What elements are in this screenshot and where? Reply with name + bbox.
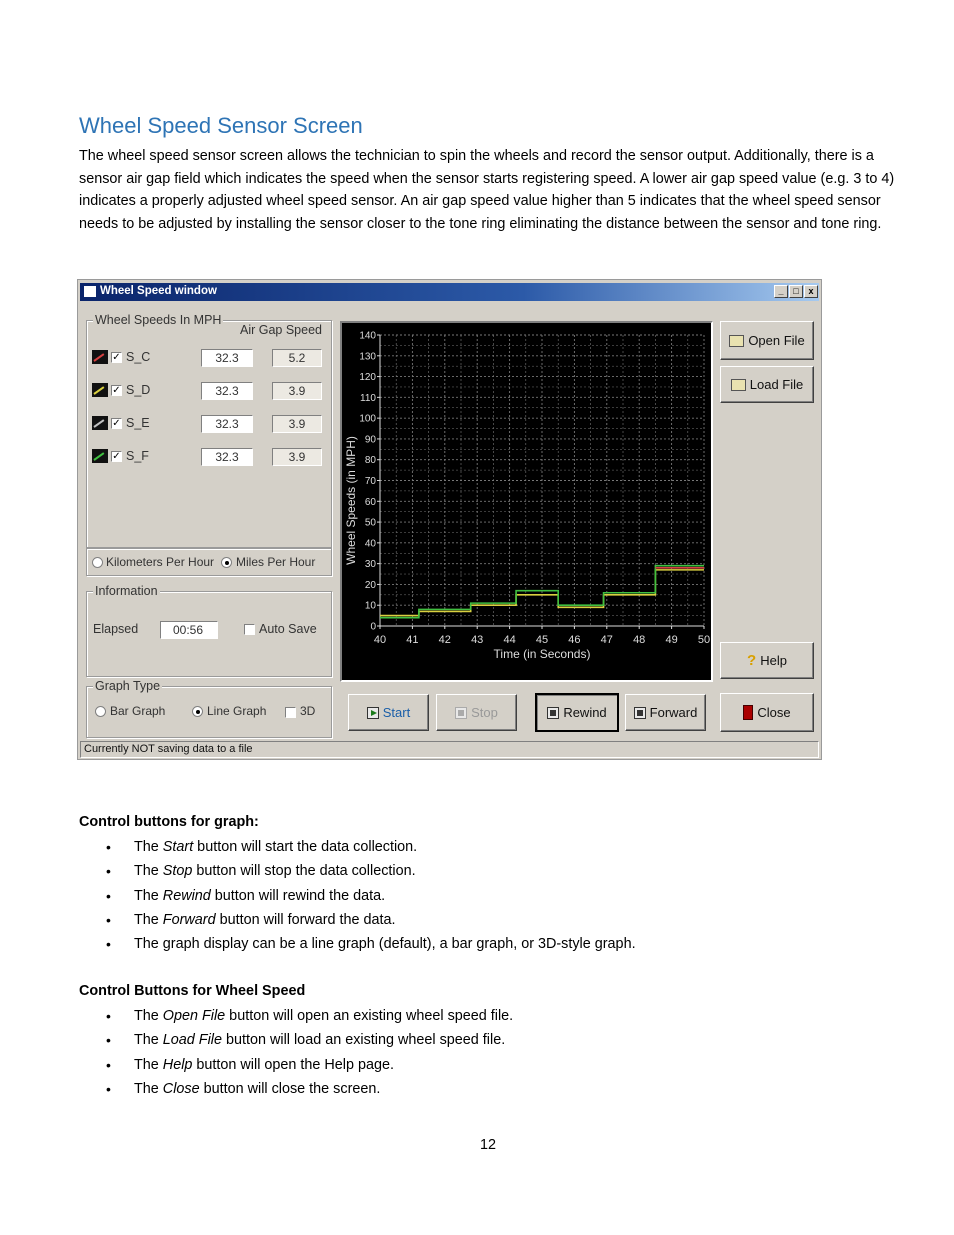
sensor-label: S_E [126,416,150,430]
line-graph-radio[interactable] [192,706,203,717]
list-item-text: button will close the screen. [199,1080,381,1097]
graph-controls-heading: Control buttons for graph: [79,814,259,830]
play-icon [367,707,379,719]
y-tick-label: 60 [364,496,376,508]
open-file-button[interactable] [720,321,814,360]
mph-radio[interactable] [221,557,232,568]
wheel-speeds-label: Wheel Speeds In MPH [95,313,222,327]
x-tick-label: 42 [438,634,451,646]
air-gap-field: 3.9 [272,415,322,433]
elapsed-label: Elapsed [93,622,139,636]
list-item-text: The [134,863,163,880]
list-item [79,884,636,908]
x-tick-label: 46 [568,634,581,646]
wheel-speed-field: 32.3 [201,448,253,466]
page-number: 12 [479,1137,496,1153]
y-tick-label: 20 [364,579,376,591]
wheel-speed-controls-list [79,1004,513,1101]
close-window-icon[interactable]: x [804,285,818,298]
maximize-icon[interactable]: □ [789,285,803,298]
list-item-text: The [134,1008,163,1024]
bar-graph-label: Bar Graph [110,704,166,718]
series-color-icon [92,416,108,430]
page-title: Wheel Speed Sensor Screen [79,113,363,138]
auto-save-label: Auto Save [259,622,317,636]
stop-button[interactable] [436,694,517,731]
y-tick-label: 100 [359,413,376,425]
intro-paragraph: The wheel speed sensor screen allows the technician to spin the wheels and record the sensor output. Additionally, there is a sensor air gap field which indicates the speed when the sensor starts registering speed. A lower air gap speed value (e.g. 3 to 4) indicates a properly adjusted wheel speed sensor. An air gap speed value higher than 5 indicates that the wheel speed sensor needs to be adjusted by installing the sensor closer to the tone ring eliminating the distance between the sensor and tone ring. [79,148,895,232]
y-tick-label: 40 [364,538,376,550]
x-tick-label: 44 [503,634,516,646]
list-item [79,1004,513,1028]
y-tick-label: 50 [364,517,376,529]
list-item [79,859,636,883]
wheel-speed-field: 32.3 [201,382,253,400]
3d-checkbox[interactable] [285,707,296,718]
x-tick-label: 40 [373,634,387,646]
wheel-speed-field: 32.3 [201,349,253,367]
graph-controls-list [79,835,636,956]
sensor-checkbox[interactable]: ✓ [112,352,121,363]
list-item [79,835,636,859]
door-icon [743,705,753,720]
wheel-speed-window [77,279,822,760]
help-icon: ? [747,652,757,669]
load-file-button[interactable] [720,366,814,403]
3d-label: 3D [300,704,316,718]
air-gap-field: 3.9 [272,448,322,466]
mph-label: Miles Per Hour [236,555,316,569]
window-icon [84,286,96,297]
rewind-button[interactable] [535,693,619,732]
list-item-text: button will rewind the data. [210,887,386,904]
list-item-text: button will open an existing wheel speed file. [225,1008,514,1024]
list-item-text: The [134,911,163,928]
minimize-icon[interactable]: _ [774,285,788,298]
list-item-emphasis: Rewind [162,887,211,904]
air-gap-field: 5.2 [272,349,322,367]
x-tick-label: 43 [471,634,484,646]
list-item-text: button will start the data collection. [193,839,418,855]
series-color-icon [92,350,108,364]
list-item-emphasis: Load File [162,1032,222,1049]
folder-open-icon [729,335,744,347]
x-tick-label: 49 [665,634,678,646]
speed-chart-svg [342,323,711,680]
y-axis-title: Wheel Speeds (in MPH) [344,436,358,565]
window-title: Wheel Speed window [100,285,217,297]
list-item-text: button will load an existing wheel speed file. [222,1032,506,1049]
rewind-icon [547,707,559,719]
y-tick-label: 120 [359,372,376,384]
list-item-emphasis: Stop [162,863,193,880]
sensor-checkbox[interactable]: ✓ [112,385,121,396]
information-label: Information [95,584,158,598]
start-button[interactable] [348,694,429,731]
status-bar: Currently NOT saving data to a file [80,741,819,758]
rewind-label: Rewind [563,705,607,720]
list-item-text: The [134,887,163,904]
x-tick-label: 45 [535,634,549,646]
list-item [79,932,636,956]
speed-chart [340,321,713,682]
list-item [79,908,636,932]
list-item-emphasis: Open File [162,1008,226,1024]
kph-radio[interactable] [92,557,103,568]
forward-button[interactable] [625,694,706,731]
series-color-icon [92,449,108,463]
x-tick-label: 41 [406,634,419,646]
air-gap-header: Air Gap Speed [240,323,322,337]
y-tick-label: 90 [364,434,376,446]
window-titlebar[interactable] [80,283,819,301]
elapsed-field: 00:56 [160,621,218,639]
y-tick-label: 70 [364,476,376,487]
list-item-text: button will forward the data. [215,911,396,928]
list-item-emphasis: Close [162,1080,200,1097]
list-item-emphasis: Help [162,1056,193,1073]
wheel-speed-controls-heading: Control Buttons for Wheel Speed [79,983,306,999]
bar-graph-radio[interactable] [95,706,106,717]
help-label: Help [760,653,787,668]
sensor-label: S_F [126,449,149,463]
list-item-emphasis: Start [162,839,194,855]
folder-load-icon [731,379,746,391]
series-color-icon [92,383,108,397]
list-item [79,1053,513,1077]
list-item-text: The [134,839,163,855]
close-label: Close [757,705,791,720]
wheel-speed-field: 32.3 [201,415,253,433]
start-label: Start [382,705,411,720]
x-tick-label: 48 [633,634,646,646]
list-item-emphasis: Forward [162,911,216,928]
list-item-text: button will open the Help page. [192,1056,395,1073]
y-tick-label: 30 [364,559,376,571]
y-tick-label: 10 [364,600,376,612]
load-file-label: Load File [749,377,804,392]
open-file-label: Open File [748,333,805,348]
line-graph-label: Line Graph [207,704,267,718]
list-item-text: The [134,1080,163,1097]
kph-label: Kilometers Per Hour [106,555,215,569]
close-button[interactable] [720,693,814,732]
x-tick-label: 47 [600,634,613,646]
y-tick-label: 140 [359,330,376,342]
forward-icon [634,707,646,719]
sensor-label: S_C [126,350,151,364]
list-item-text: button will stop the data collection. [192,863,416,880]
x-axis-title: Time (in Seconds) [493,647,591,661]
list-item [79,1077,513,1101]
list-item [79,1028,513,1052]
y-tick-label: 110 [360,392,376,404]
sensor-checkbox[interactable]: ✓ [112,451,121,462]
help-button[interactable] [720,642,814,679]
auto-save-checkbox[interactable] [244,624,255,635]
y-tick-label: 80 [364,455,376,467]
air-gap-field: 3.9 [272,382,322,400]
list-item-text: The [134,1032,163,1049]
stop-label: Stop [471,705,498,720]
sensor-label: S_D [126,383,151,397]
x-tick-label: 50 [697,634,711,646]
list-item-text: The graph display can be a line graph (default), a bar graph, or 3D-style graph. [134,936,636,953]
sensor-checkbox[interactable]: ✓ [112,418,121,429]
list-item-text: The [134,1056,163,1073]
y-tick-label: 130 [359,351,376,363]
y-tick-label: 0 [370,621,376,633]
stop-icon [455,707,467,719]
forward-label: Forward [649,705,698,720]
graph-type-label: Graph Type [95,679,161,693]
